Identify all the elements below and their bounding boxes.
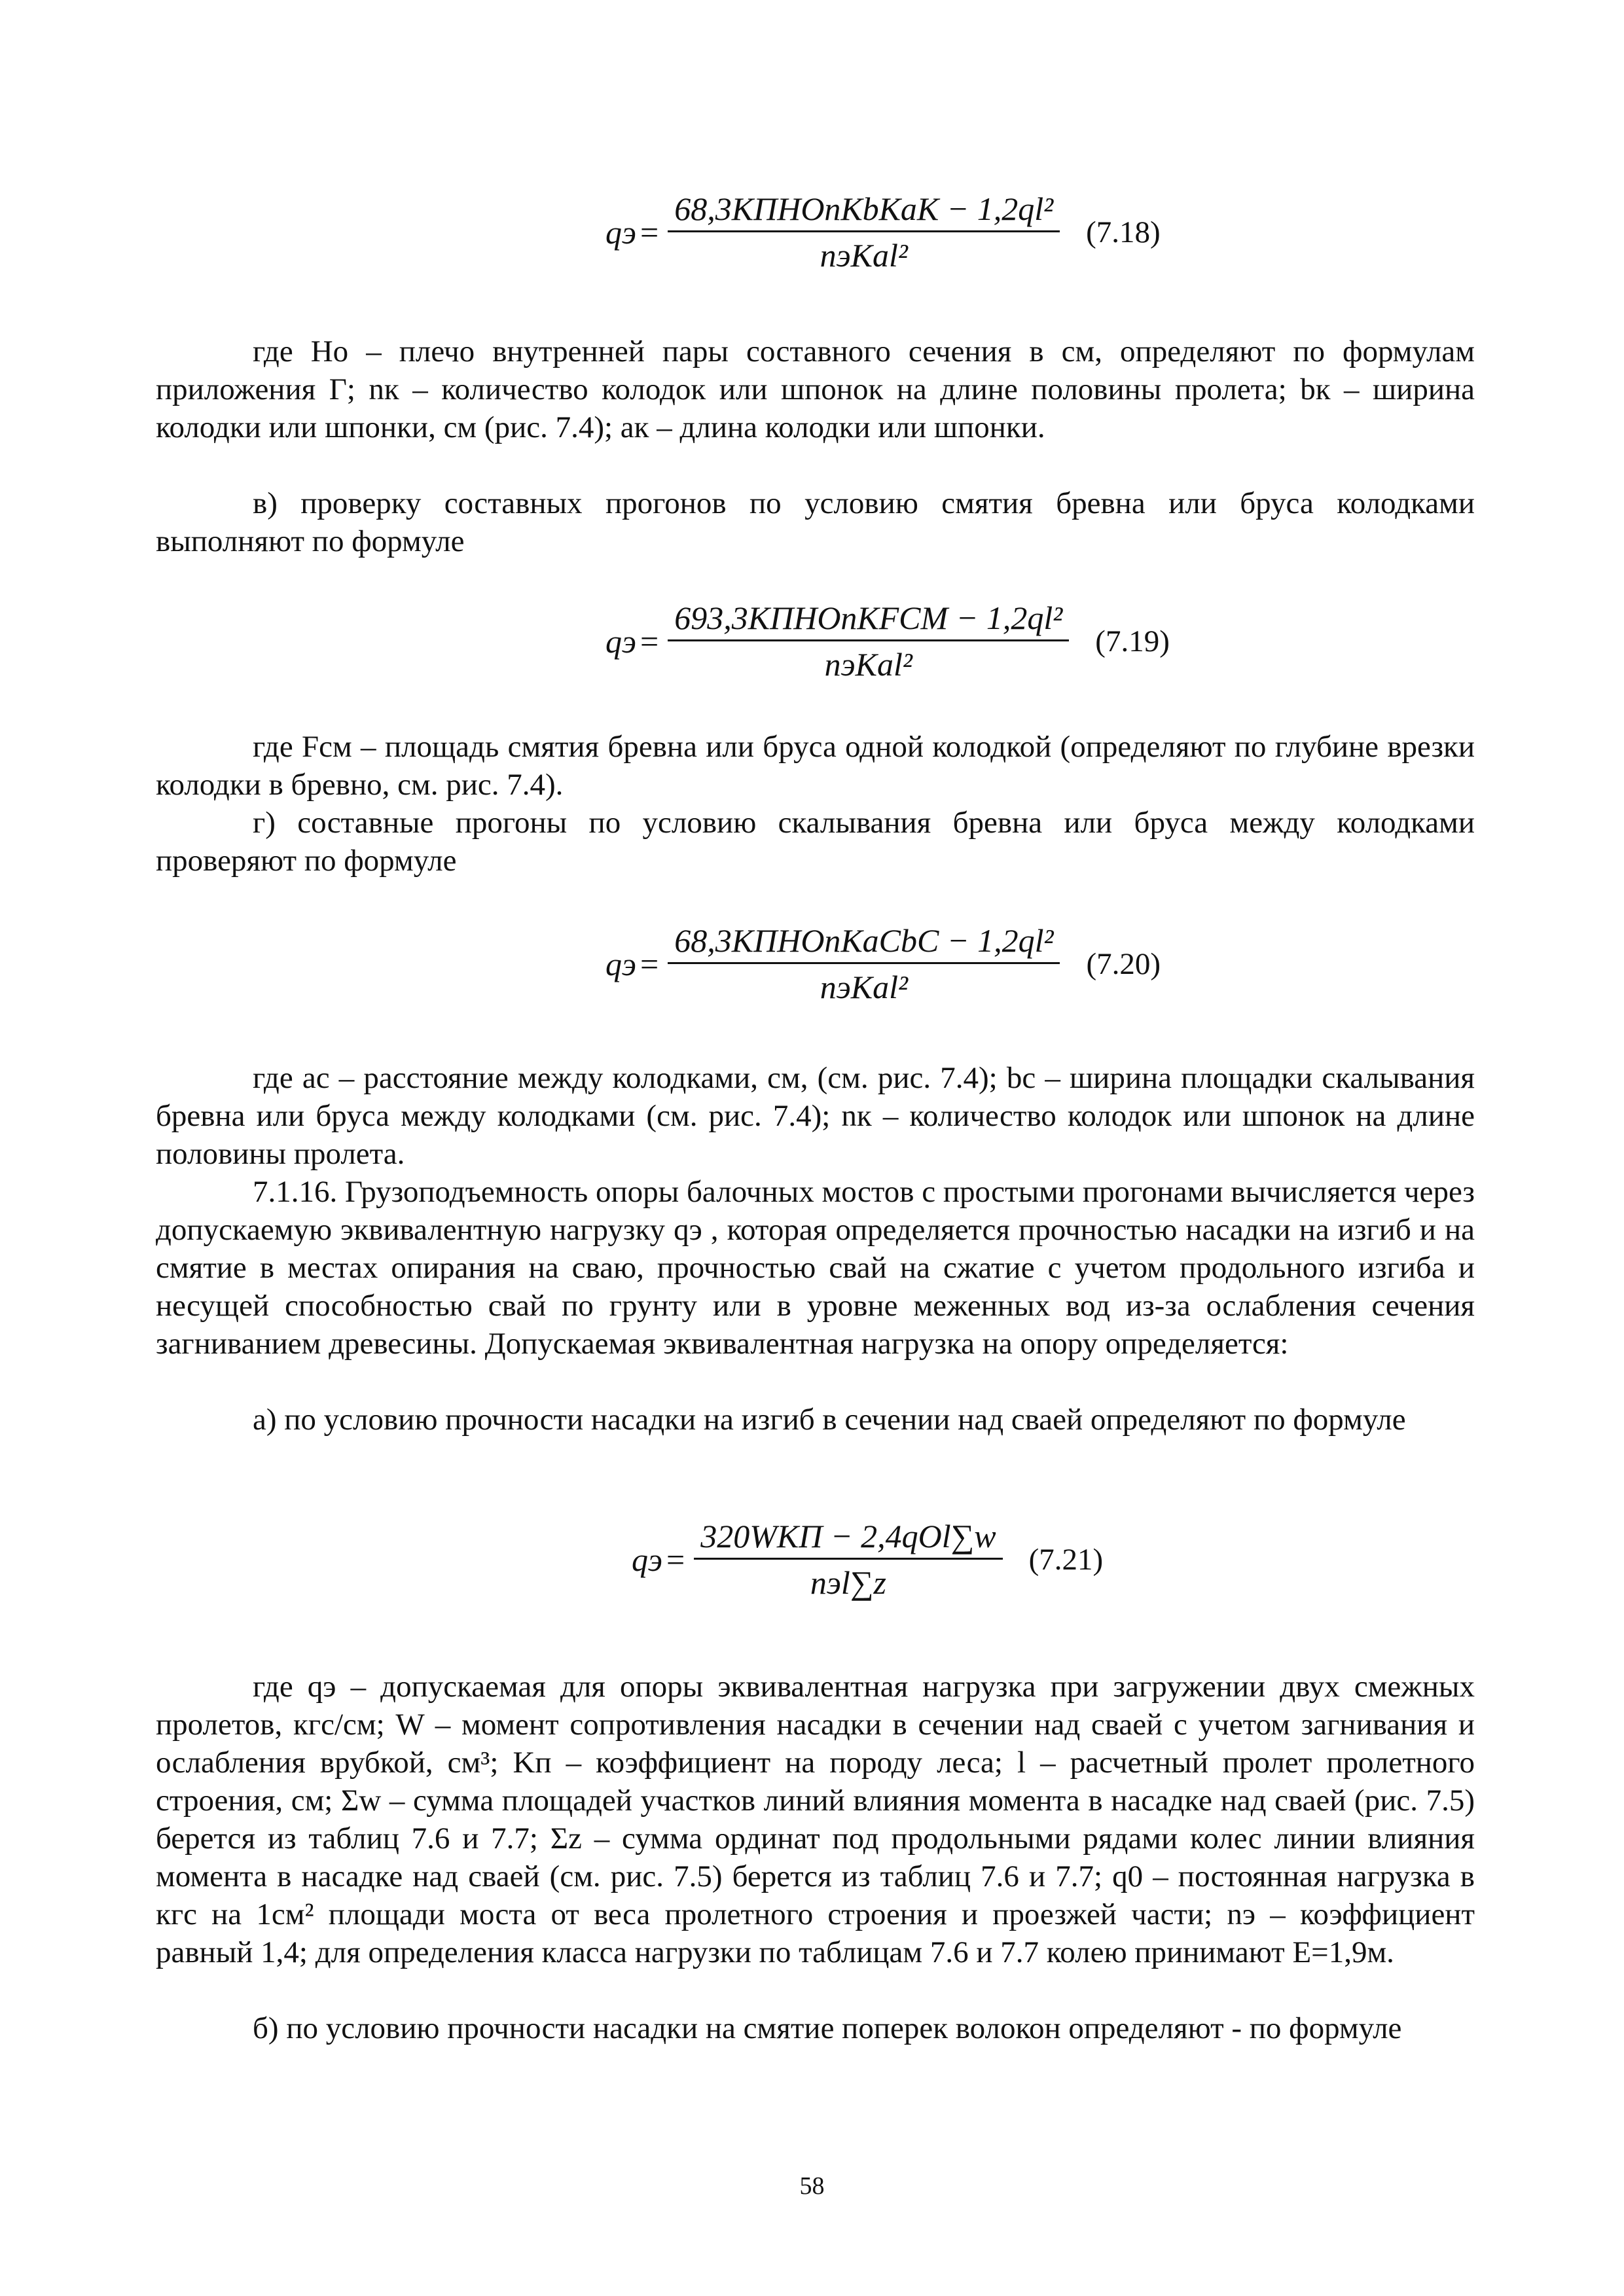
paragraph-ac-definition: где ac – расстояние между колодками, см, (см. рис. 7.4); bс – ширина площадки скалывания бревна или бруса между колодками (см. рис. 7.4); nк – количество колодок или шпонок на длине половины пролета. xyxy=(156,1061,1475,1171)
formula-7-18 xyxy=(605,190,1161,274)
page-number: 58 xyxy=(799,2172,825,2200)
paragraph-block xyxy=(156,804,1475,880)
equals-sign: = xyxy=(666,1541,685,1578)
formula-number: (7.19) xyxy=(1095,624,1170,658)
formula-7-19 xyxy=(605,599,1170,683)
numerator: 693,3KПHОnКFСМ − 1,2ql² xyxy=(674,600,1063,636)
paragraph-block xyxy=(156,2009,1475,2047)
formula-7-21 xyxy=(632,1517,1103,1602)
paragraph-block xyxy=(156,1668,1475,1971)
formula-lhs: qэ xyxy=(605,622,637,660)
denominator: nэKаl² xyxy=(668,962,1060,1006)
fraction xyxy=(694,1517,1002,1602)
paragraph-7-1-16: 7.1.16. Грузоподъемность опоры балочных мостов с простыми прогонами вычисляется через допускаемую эквивалентную нагрузку qэ , которая определяется прочностью насадки на изгиб и на смятие в местах опирания на сваю, прочностью свай на сжатие с учетом продольного изгиба и несущей способностью свай по грунту или в уровне меженных вод из-за ослабления сечения загниванием древесины. Допускаемая эквивалентная нагрузка на опору определяется: xyxy=(156,1175,1475,1361)
formula-7-20 xyxy=(605,922,1161,1006)
fraction xyxy=(668,190,1060,274)
denominator: nэl∑z xyxy=(694,1558,1002,1602)
equals-sign: = xyxy=(640,622,659,660)
denominator: nэKаl² xyxy=(668,639,1069,683)
paragraph-bending-condition: а) по условию прочности насадки на изгиб в сечении над сваей определяют по формуле xyxy=(253,1403,1406,1437)
fraction xyxy=(668,922,1060,1006)
formula-lhs: qэ xyxy=(605,945,637,982)
fraction xyxy=(668,599,1069,683)
formula-number: (7.18) xyxy=(1086,215,1161,249)
formula-lhs: qэ xyxy=(632,1541,663,1578)
paragraph-check-shear: г) составные прогоны по условию скалывания бревна или бруса между колодками проверяют по формуле xyxy=(156,806,1475,878)
numerator: 68,3KПHОnКbКaК − 1,2ql² xyxy=(674,190,1054,227)
paragraph-check-crushing: в) проверку составных прогонов по условию смятия бревна или бруса колодками выполняют по формуле xyxy=(156,486,1475,558)
equals-sign: = xyxy=(640,213,659,251)
paragraph-block xyxy=(156,484,1475,560)
paragraph-qe-definition: где qэ – допускаемая для опоры эквивалентная нагрузка при загружении двух смежных пролетов, кгс/см; W – момент сопротивления насадки в сечении над сваей с учетом загнивания и ослабления врубкой, см³; Kп – коэффициент на породу леса; l – расчетный пролет пролетного строения, см; Σw – сумма площадей участков линий влияния момента в насадке над сваей (рис. 7.5) берется из таблиц 7.6 и 7.7; Σz – сумма ординат под продольными рядами колес линии влияния момента в насадке над сваей (см. рис. 7.5) берется из таблиц 7.6 и 7.7; q0 – постоянная нагрузка в кгс на 1см² площади моста от веса пролетного строения и проезжей части; nэ – коэффициент равный 1,4; для определения класса нагрузки по таблицам 7.6 и 7.7 колею принимают Е=1,9м. xyxy=(156,1670,1475,1969)
formula-lhs: qэ xyxy=(605,213,637,251)
numerator: 68,3KПHОnКaСbС − 1,2ql² xyxy=(674,922,1054,959)
paragraph-block xyxy=(156,332,1475,446)
paragraph-block xyxy=(156,1173,1475,1363)
paragraph-block xyxy=(156,728,1475,804)
paragraph-block xyxy=(156,1401,1475,1439)
paragraph-block xyxy=(156,1059,1475,1173)
denominator: nэKаl² xyxy=(668,230,1060,274)
numerator: 320WKП − 2,4qОl∑w xyxy=(700,1518,996,1554)
formula-number: (7.21) xyxy=(1028,1542,1104,1577)
paragraph-ho-definition: где Hо – плечо внутренней пары составного сечения в см, определяют по формулам приложения Г; nк – количество колодок или шпонок на длине половины пролета; bк – ширина колодки или шпонки, см (рис. 7.4); aк – длина колодки или шпонки. xyxy=(156,334,1475,444)
paragraph-crushing-condition: б) по условию прочности насадки на смятие поперек волокон определяют - по формуле xyxy=(253,2011,1402,2045)
formula-number: (7.20) xyxy=(1086,946,1161,981)
equals-sign: = xyxy=(640,945,659,982)
paragraph-fcm-definition: где Fсм – площадь смятия бревна или бруса одной колодкой (определяют по глубине врезки колодки в бревно, см. рис. 7.4). xyxy=(156,730,1475,802)
